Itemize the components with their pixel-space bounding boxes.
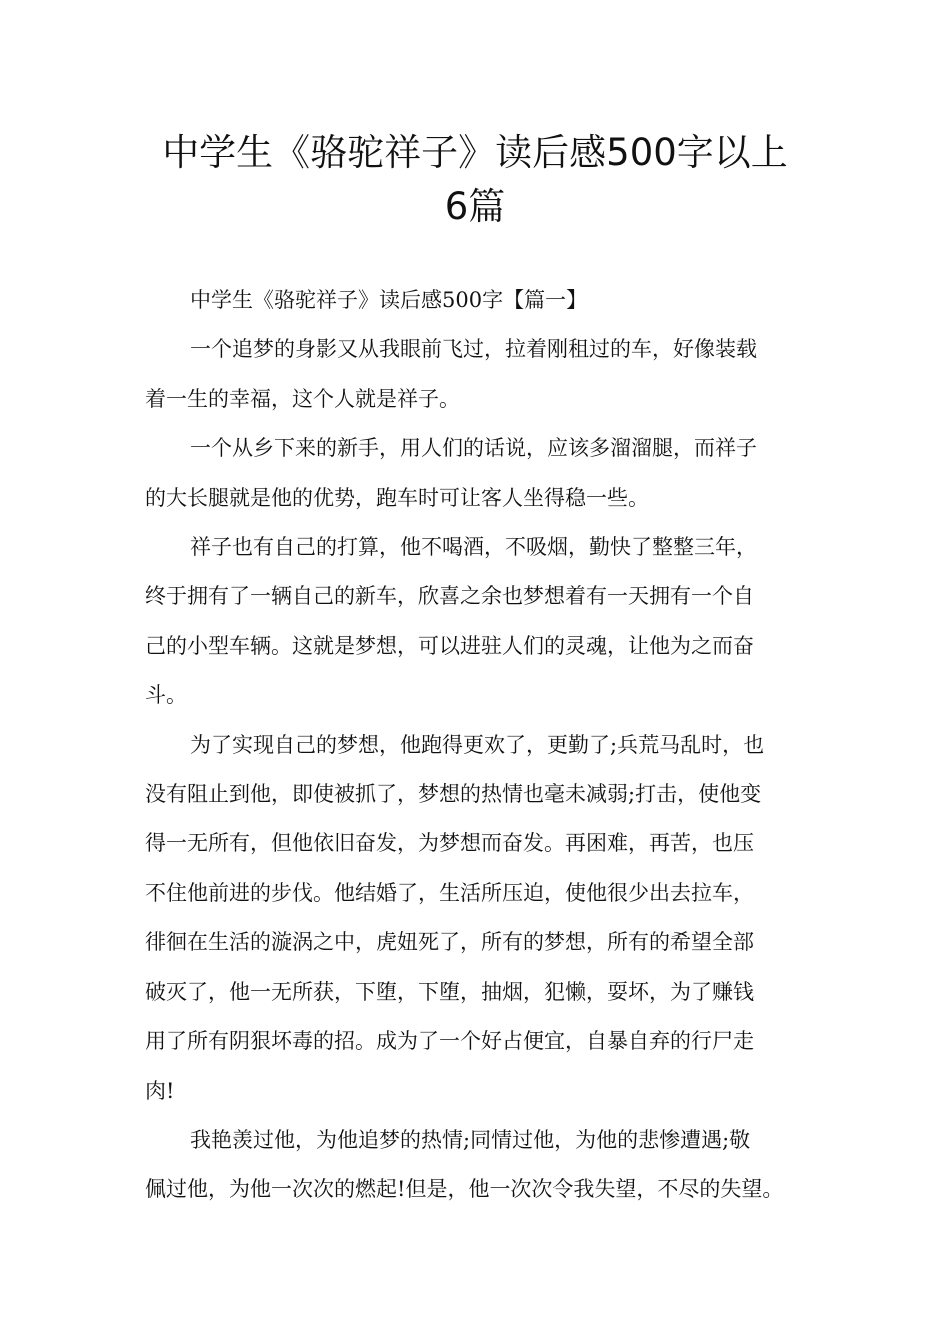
paragraph-line: 的大长腿就是他的优势，跑车时可让客人坐得稳一些。 (145, 485, 649, 510)
document-title (100, 126, 850, 234)
paragraph-line: 没有阻止到他，即使被抓了，梦想的热情也毫未减弱;打击，使他变 (145, 782, 762, 807)
paragraph-line: 一个从乡下来的新手，用人们的话说，应该多溜溜腿，而祥子 (190, 436, 757, 461)
document-body (145, 276, 817, 1215)
paragraph-line: 终于拥有了一辆自己的新车，欣喜之余也梦想着有一天拥有一个自 (145, 584, 754, 609)
paragraph-line: 肉! (145, 1078, 175, 1103)
paragraph-line: 一个追梦的身影又从我眼前飞过，拉着刚租过的车，好像装载 (190, 337, 757, 362)
paragraph-line: 破灭了，他一无所获，下堕，下堕，抽烟，犯懒，耍坏，为了赚钱 (145, 979, 754, 1004)
paragraph-line: 斗。 (145, 683, 187, 708)
title-line-2: 6篇 (444, 185, 506, 228)
paragraph-line: 己的小型车辆。这就是梦想，可以进驻人们的灵魂，让他为之而奋 (145, 633, 754, 658)
paragraph-line: 不住他前进的步伐。他结婚了，生活所压迫，使他很少出去拉车， (145, 880, 754, 905)
paragraph (145, 325, 817, 424)
paragraph-line: 祥子也有自己的打算，他不喝酒，不吸烟，勤快了整整三年， (190, 535, 757, 560)
paragraph-line: 徘徊在生活的漩涡之中，虎妞死了，所有的梦想，所有的希望全部 (145, 930, 754, 955)
paragraph (145, 523, 817, 721)
paragraph (145, 1116, 817, 1215)
title-line-1: 中学生《骆驼祥子》读后感500字以上 (162, 131, 788, 174)
paragraph (145, 424, 817, 523)
paragraph-line: 佩过他，为他一次次的燃起!但是，他一次次令我失望，不尽的失望。 (145, 1177, 784, 1202)
paragraph-line: 中学生《骆驼祥子》读后感500字【篇一】 (190, 288, 588, 312)
paragraph (145, 721, 817, 1116)
paragraph-line: 着一生的幸福，这个人就是祥子。 (145, 386, 460, 411)
paragraph-line: 得一无所有，但他依旧奋发，为梦想而奋发。再困难，再苦，也压 (145, 831, 754, 856)
paragraph-line: 我艳羡过他，为他追梦的热情;同情过他，为他的悲惨遭遇;敬 (190, 1127, 751, 1152)
paragraph (145, 276, 817, 325)
paragraph-line: 用了所有阴狠坏毒的招。成为了一个好占便宜，自暴自弃的行尸走 (145, 1029, 754, 1054)
paragraph-line: 为了实现自己的梦想，他跑得更欢了，更勤了;兵荒马乱时，也 (190, 732, 765, 757)
